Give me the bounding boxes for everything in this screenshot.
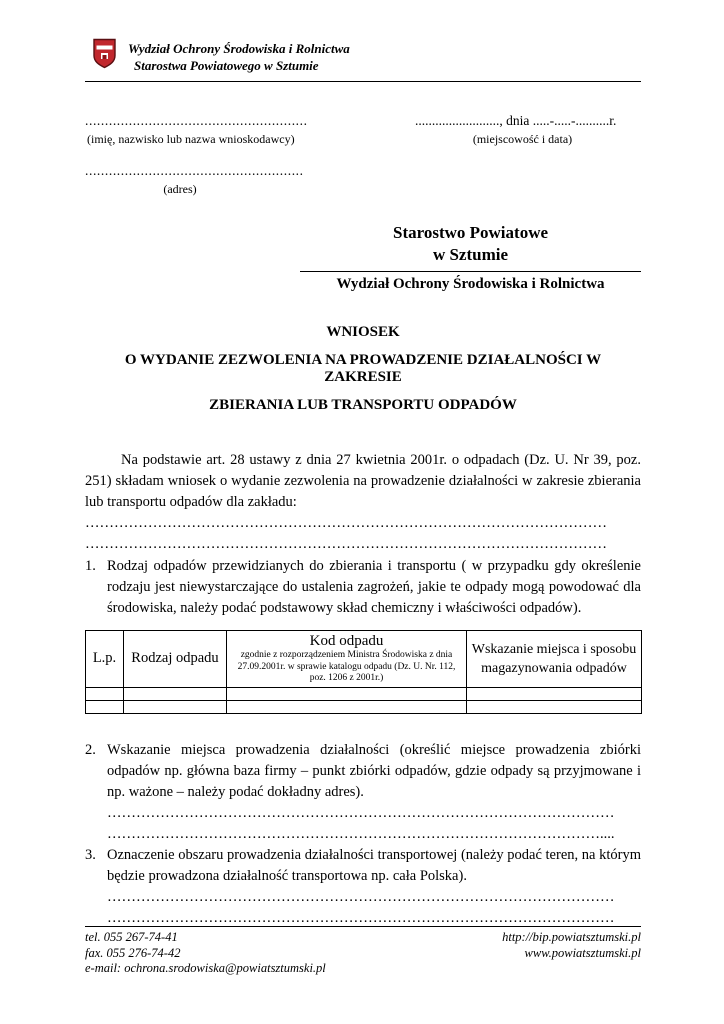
place-date-label: (miejscowość i data) (472, 132, 573, 146)
waste-table-empty-row (86, 687, 642, 700)
waste-table-cell (227, 700, 467, 713)
applicant-name-label: (imię, nazwisko lub nazwa wnioskodawcy) (87, 132, 295, 146)
letterhead-divider (85, 81, 641, 82)
waste-table-header-kod-title: Kod odpadu (309, 633, 384, 649)
office-name-line2: w Sztumie (432, 245, 509, 264)
office-name-line1: Starostwo Powiatowe (392, 223, 549, 242)
waste-table (85, 630, 642, 714)
footer-urls (400, 930, 641, 961)
footer-tel: tel. 055 267-74-41 (85, 930, 178, 944)
waste-table-cell (86, 687, 124, 700)
intro-paragraph: Na podstawie art. 28 ustawy z dnia 27 kwietnia 2001r. o odpadach (Dz. U. Nr 39, poz. 251) składam wniosek o wydanie zezwolenia na prowadzenie działalności w zakresie zbierania lub transportu odpadów dla zakładu: (85, 452, 641, 510)
waste-table-header-kod (227, 631, 467, 688)
office-block (300, 222, 641, 293)
footer-email: e-mail: ochrona.srodowiska@powiatsztumski.pl (85, 961, 326, 975)
waste-table-cell (86, 700, 124, 713)
list-item-3-text: Oznaczenie obszaru prowadzenia działalności transportowej (należy podać teren, na którym będzie prowadzona działalność transportowa np. cała Polska). (107, 847, 641, 884)
list-item-3-number: 3. (85, 847, 96, 863)
footer-url-www: www.powiatsztumski.pl (524, 945, 641, 960)
list-item-1 (85, 556, 641, 619)
applicant-address-fill-line: ....................................................... (85, 163, 304, 178)
waste-table-header-lp: L.p. (86, 631, 124, 688)
waste-table-header-rodzaj: Rodzaj odpadu (124, 631, 227, 688)
footer-divider (85, 926, 641, 927)
item-3-fill-line-1: …………………………………………………………………………………………… (107, 889, 615, 905)
footer-contact (85, 930, 326, 977)
waste-table-cell (467, 687, 642, 700)
list-item-1-text: Rodzaj odpadów przewidzianych do zbierania i transportu ( w przypadku gdy określenie rodzaju jest niewystarczające do ustalenia zagrożeń, jakie te odpady mogą powodować dla środowiska, należy podać podstawowy skład chemiczny i właściwości odpadów). (107, 558, 641, 616)
place-date-fill-line: ........................., dnia .....-.....-..........r. (415, 113, 617, 128)
item-2-fill-line-2: ………………………………………………………………………………………….... (107, 826, 615, 842)
intro-section (85, 450, 641, 555)
applicant-address-label: (adres) (163, 182, 197, 196)
waste-table-header-row (86, 631, 642, 688)
office-divider (300, 271, 641, 272)
list-item-2 (85, 740, 641, 845)
coat-of-arms-icon (92, 38, 117, 69)
waste-table-cell (467, 700, 642, 713)
document-title-line2: O WYDANIE ZEZWOLENIA NA PROWADZENIE DZIAŁALNOŚCI W ZAKRESIE (124, 352, 602, 385)
list-item-1-number: 1. (85, 558, 96, 574)
item-3-fill-line-2: …………………………………………………………………………………………… (107, 910, 615, 926)
waste-table-header-wskazanie: Wskazanie miejsca i sposobu magazynowania odpadów (467, 631, 642, 688)
intro-fill-line-2: ……………………………………………………………………………………………… (85, 536, 607, 552)
footer-fax: fax. 055 276-74-42 (85, 945, 181, 960)
document-title-line1: WNIOSEK (326, 324, 400, 340)
waste-table-empty-row (86, 700, 642, 713)
letterhead-line2: Starostwa Powiatowego w Sztumie (134, 58, 319, 73)
letterhead (92, 38, 350, 74)
list-item-2-text: Wskazanie miejsca prowadzenia działalności (określić miejsce prowadzenia zbiórki odpadów np. główna baza firmy – punkt zbiórki odpadów, gdzie odpady są przyjmowane i np. ważone – należy podać dokładny adres). (107, 742, 641, 800)
intro-fill-line-1: ……………………………………………………………………………………………… (85, 515, 607, 531)
waste-table-header-kod-subtitle: zgodnie z rozporządzeniem Ministra Środowiska z dnia 27.09.2001r. w sprawie katalogu odpadu (Dz. U. Nr. 112, poz. 1206 z 2001r.) (237, 650, 456, 683)
document-title-line3: ZBIERANIA LUB TRANSPORTU ODPADÓW (209, 397, 517, 413)
waste-table-cell (227, 687, 467, 700)
footer-url-bip: http://bip.powiatsztumski.pl (502, 930, 641, 944)
waste-table-cell (124, 700, 227, 713)
item-2-fill-line-1: …………………………………………………………………………………………… (107, 805, 615, 821)
list-item-2-number: 2. (85, 742, 96, 758)
waste-table-cell (124, 687, 227, 700)
list-item-3 (85, 845, 641, 929)
document-title (85, 324, 641, 414)
letterhead-line1: Wydział Ochrony Środowiska i Rolnictwa (128, 41, 350, 56)
office-department: Wydział Ochrony Środowiska i Rolnictwa (336, 276, 605, 292)
applicant-name-fill-line: ........................................................ (85, 113, 308, 128)
